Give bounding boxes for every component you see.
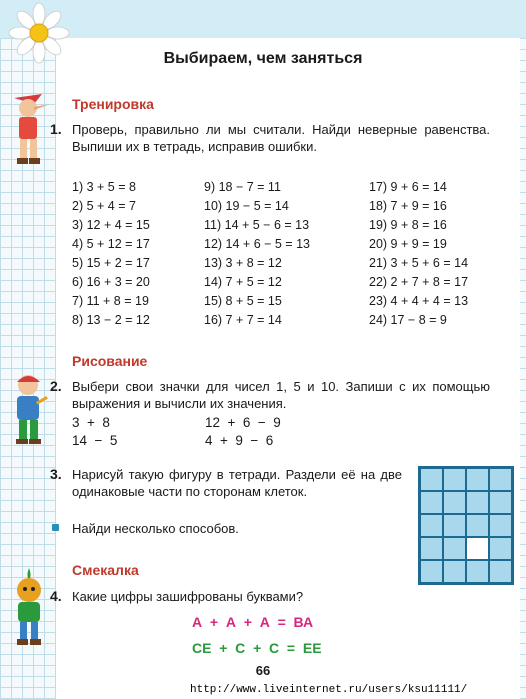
equation: 3) 12 + 4 = 15 — [72, 218, 150, 232]
equation: 10) 19 − 5 = 14 — [204, 199, 289, 213]
figure-cell — [420, 537, 443, 560]
grid-figure — [418, 466, 514, 585]
equation: 4) 5 + 12 = 17 — [72, 237, 150, 251]
figure-cell — [466, 514, 489, 537]
expression: 14 − 5 — [72, 433, 118, 448]
figure-cell-empty — [466, 537, 489, 560]
task-number: 2. — [50, 378, 62, 394]
equation: 12) 14 + 6 − 5 = 13 — [204, 237, 310, 251]
expression: 4 + 9 − 6 — [205, 433, 274, 448]
task1-text: Проверь, правильно ли мы считали. Найди неверные равенства. Выпиши их в тетрадь, исправив ошибки. — [72, 122, 490, 154]
figure-cell — [489, 468, 512, 491]
bullet-icon — [52, 524, 59, 531]
top-band — [0, 0, 526, 38]
figure-cell — [466, 560, 489, 583]
section-heading-wit: Смекалка — [72, 562, 139, 578]
section-heading-training: Тренировка — [72, 96, 154, 112]
task-number: 4. — [50, 588, 62, 604]
figure-cell — [489, 514, 512, 537]
figure-cell — [489, 537, 512, 560]
equation: 11) 14 + 5 − 6 = 13 — [204, 218, 310, 232]
figure-cell — [443, 468, 466, 491]
figure-cell — [420, 491, 443, 514]
equation: 23) 4 + 4 + 4 = 13 — [369, 294, 469, 308]
equation: 21) 3 + 5 + 6 = 14 — [369, 256, 469, 270]
watermark-url: http://www.liveinternet.ru/users/ksu11111/ — [190, 684, 468, 696]
figure-cell — [443, 560, 466, 583]
equation: 9) 18 − 7 = 11 — [204, 180, 281, 194]
onion-boy-icon — [6, 568, 52, 648]
figure-cell — [420, 468, 443, 491]
figure-cell — [420, 514, 443, 537]
figure-cell — [443, 514, 466, 537]
figure-cell — [489, 491, 512, 514]
equation: 20) 9 + 9 = 19 — [369, 237, 447, 251]
task2-text: Выбери свои значки для чисел 1, 5 и 10. Запиши с их помощью выражения и вычисли их значения. — [72, 379, 490, 411]
expression: 12 + 6 − 9 — [205, 415, 281, 430]
equation: 1) 3 + 5 = 8 — [72, 180, 136, 194]
equation: 18) 7 + 9 = 16 — [369, 199, 447, 213]
equation: 15) 8 + 5 = 15 — [204, 294, 282, 308]
expression: 3 + 8 — [72, 415, 110, 430]
equation: 8) 13 − 2 = 12 — [72, 313, 150, 327]
figure-cell — [466, 491, 489, 514]
equation: 13) 3 + 8 = 12 — [204, 256, 282, 270]
section-heading-drawing: Рисование — [72, 353, 148, 369]
equation: 14) 7 + 5 = 12 — [204, 275, 282, 289]
page-number: 66 — [255, 663, 271, 678]
equation: 16) 7 + 7 = 14 — [204, 313, 282, 327]
equation: 19) 9 + 8 = 16 — [369, 218, 447, 232]
figure-cell — [420, 560, 443, 583]
task3-bullet-text: Найди несколько способов. — [72, 521, 239, 536]
figure-cell — [443, 537, 466, 560]
equation: 5) 15 + 2 = 17 — [72, 256, 150, 270]
equation: 17) 9 + 6 = 14 — [369, 180, 447, 194]
pinocchio-icon — [4, 88, 52, 168]
task3-text: Нарисуй такую фигуру в тетради. Раздели её на две одинаковые части по сторонам клеток. — [72, 467, 402, 499]
equation: 6) 16 + 3 = 20 — [72, 275, 150, 289]
equation: 2) 5 + 4 = 7 — [72, 199, 136, 213]
puzzle-line-1: А + А + А = ВА — [192, 614, 314, 630]
page-title: Выбираем, чем заняться — [163, 50, 363, 67]
task-number: 1. — [50, 121, 62, 137]
figure-cell — [466, 468, 489, 491]
figure-cell — [443, 491, 466, 514]
equation: 22) 2 + 7 + 8 = 17 — [369, 275, 469, 289]
equation: 24) 17 − 8 = 9 — [369, 313, 447, 327]
grid-margin-right — [520, 38, 526, 699]
equation: 7) 11 + 8 = 19 — [72, 294, 149, 308]
figure-cell — [489, 560, 512, 583]
puzzle-line-2: СЕ + С + С = ЕЕ — [192, 640, 322, 656]
task4-text: Какие цифры зашифрованы буквами? — [72, 589, 304, 604]
task-number: 3. — [50, 466, 62, 482]
boy-artist-icon — [6, 372, 52, 446]
